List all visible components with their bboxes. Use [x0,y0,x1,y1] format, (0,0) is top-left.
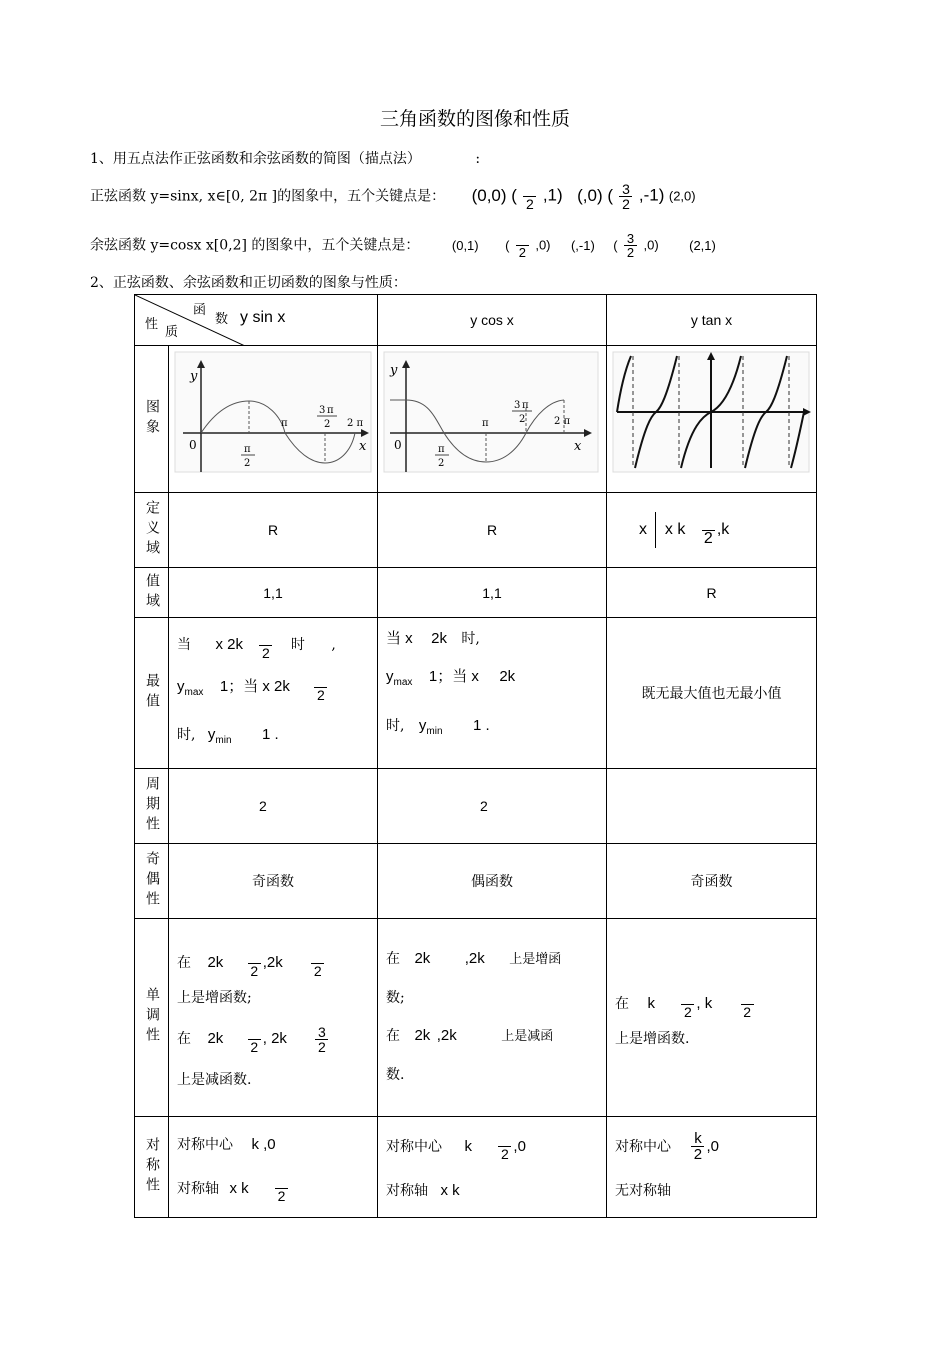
domain-tan-divider [655,512,656,548]
sin-graph-2pi: 2 π [347,418,364,429]
domain-sin: R [169,493,378,568]
sin-graph-pi: π [281,418,288,429]
domain-tan [607,493,817,568]
sin-graph-3pi-pi: π [327,405,334,416]
monotonic-sin-line1 [177,941,369,985]
sine-point-3: (,0) ( [577,185,614,205]
monotonic-tan-text-2: k [647,995,655,1013]
sin-graph-halfpi-den: 2 [244,458,251,469]
extrema-sin-line1 [177,624,369,666]
parity-row [135,843,817,918]
monotonic-row [135,918,817,1116]
monotonic-cos-text-6: 2k [414,1027,431,1045]
symmetry-sin-axis [177,1167,369,1211]
cos-point-1: (0,1) [451,237,479,253]
range-tan: R [607,568,817,618]
symmetry-cos-fraction: 2 [498,1132,511,1161]
extrema-cos-text-7: 1 . [472,716,490,734]
sin-graph-y-label: y [190,369,198,384]
cos-graph [378,346,607,488]
domain-tan-fraction: 2 [702,514,715,547]
symmetry-sin [169,1116,378,1217]
section1-heading-tail: : [475,151,481,167]
sin-graph-x-label: x [359,439,367,454]
monotonic-sin-text-6: , 2k [262,1030,287,1048]
monotonic-sin-text-4: 在 [177,1031,191,1048]
monotonic-tan-fraction-2: 2 [741,990,754,1019]
domain-tan-b: x k [664,521,686,539]
sin-graph-3pi-den: 2 [324,419,331,430]
symmetry-cos-center-zero: ,0 [513,1137,526,1155]
symmetry-sin-center-value: k ,0 [251,1135,276,1153]
period-label: 周期性 [135,768,169,843]
graph-row [135,346,817,493]
monotonic-sin-text-2: 2k [207,954,224,972]
monotonic-cos-text-5: 在 [386,1028,400,1045]
parity-tan: 奇函数 [607,843,817,918]
range-sin: 1,1 [169,568,378,618]
corner-label-top: 函 [193,303,207,318]
symmetry-row [135,1116,817,1217]
sin-graph-3pi-num: 3 [319,405,326,416]
cos-point-4b: ,0) [643,237,659,253]
symmetry-tan-center-zero: ,0 [706,1137,719,1155]
parity-label: 奇偶性 [135,843,169,918]
extrema-cos-text-2: 2k [431,630,447,647]
header-tan: y tan x [607,295,817,346]
monotonic-tan-line2: 上是增函数. [615,1031,690,1048]
domain-tan-a: x [639,521,647,539]
parity-cos: 偶函数 [378,843,607,918]
cos-graph-3pi-den: 2 [519,414,526,425]
period-sin: 2 [169,768,378,843]
tan-graph [607,346,817,488]
page-title: 三角函数的图像和性质 [379,108,570,130]
extrema-sin-text-3: 时 [290,637,305,653]
extrema-sin-fraction-2: 2 [314,673,327,702]
symmetry-cos-center-k: k [464,1137,472,1155]
sine-point-4: ,-1) [638,185,665,205]
symmetry-sin-axis-value: x k [229,1179,249,1197]
monotonic-sin-text-1: 在 [177,955,191,972]
monotonic-cos [378,918,607,1116]
extrema-cos-max-sub: max [393,676,413,688]
monotonic-cos-text-4: 上是增函 [509,952,562,968]
extrema-cos [378,618,607,769]
extrema-sin-min-sub: min [215,734,232,746]
extrema-sin-ymin: y [207,725,216,743]
monotonic-label: 单调性 [135,918,169,1116]
extrema-sin-line3 [177,714,369,762]
header-cos: y cos x [378,295,607,346]
monotonic-sin-fraction-2: 2 [311,949,324,978]
sin-graph [169,346,378,488]
monotonic-tan-text-3: , k [696,995,713,1013]
extrema-cos-min-sub: min [426,725,443,737]
symmetry-tan-axis-label: 无对称轴 [615,1182,671,1199]
symmetry-sin-fraction: 2 [275,1174,288,1203]
monotonic-sin-text-3: ,2k [262,954,283,972]
cos-graph-origin: 0 [394,438,402,452]
symmetry-cos-axis [386,1171,598,1211]
cos-graph-halfpi-den: 2 [438,458,445,469]
cos-points-line [90,232,716,259]
cos-point-5: (2,1) [689,237,716,253]
period-cos: 2 [378,768,607,843]
domain-cos: R [378,493,607,568]
section2-heading: 2、正弦函数、余弦函数和正切函数的图象与性质： [90,275,407,291]
extrema-cos-line1 [386,624,598,654]
symmetry-tan-center-label: 对称中心 [615,1138,671,1155]
monotonic-cos-line3 [386,1017,598,1056]
domain-tan-c: ,k [716,521,730,539]
section1-heading [90,148,480,168]
extrema-sin-text-6: 时, [177,726,196,743]
extrema-sin-ymax: y [177,678,185,695]
monotonic-tan-line1 [615,982,808,1026]
monotonic-cos-text-7: ,2k [436,1027,457,1045]
symmetry-sin-center [177,1123,369,1167]
corner-label-bottom: 质 [165,325,179,340]
sine-point-2: ,1) [542,185,563,205]
corner-label-mid: 数 [215,312,229,327]
extrema-cos-text-4: 1；当 x [428,668,479,685]
monotonic-sin-text-5: 2k [207,1030,224,1048]
sin-graph-halfpi-num: π [244,444,251,455]
sin-graph-cell [169,346,378,493]
header-row [135,295,817,346]
corner-label-left: 性 [145,317,159,332]
extrema-cos-line3 [386,706,598,752]
sine-point-fraction-2: $\frac{3}{2}$ [619,182,632,211]
monotonic-tan [607,918,817,1116]
extrema-sin-max-sub: max [184,686,204,698]
symmetry-tan-fraction: $\frac{k}{2}$ [691,1131,704,1162]
monotonic-cos-text-8: 上是减函 [501,1029,554,1045]
extrema-tan: 既无最大值也无最小值 [607,618,817,769]
domain-label: 定义域 [135,493,169,568]
symmetry-cos-axis-value: x k [440,1181,460,1199]
sine-point-1: (0,0) ( [471,185,517,205]
cos-graph-cell [378,346,607,493]
cos-graph-2pi: 2 π [554,416,571,427]
monotonic-cos-text-3: ,2k [464,950,485,968]
monotonic-tan-text-1: 在 [615,996,629,1013]
cos-graph-x-label: x [574,439,582,454]
cos-graph-3pi-pi: π [522,400,529,411]
symmetry-tan [607,1116,817,1217]
extrema-cos-text-5: 2k [499,668,516,685]
extrema-sin-text-4: , [331,637,336,653]
monotonic-sin-fraction-1: 2 [248,949,261,978]
period-tan [607,768,817,843]
extrema-sin-text-5: 1；当 x 2k [219,678,290,695]
symmetry-cos [378,1116,607,1217]
monotonic-sin-fraction-3: 2 [248,1025,261,1054]
extrema-sin-text-2: x 2k [215,636,243,653]
monotonic-cos-line2: 数; [386,990,405,1007]
sine-point-5: (2,0) [668,188,696,204]
extrema-sin-text-7: 1 . [261,725,279,743]
cos-points-text: 余弦函数 y=cosx x[0,2] 的图象中，五个关键点是： [90,237,420,254]
properties-table [134,294,817,1218]
sin-graph-origin: 0 [189,438,197,452]
monotonic-sin-line3 [177,1011,369,1067]
cos-graph-y-label: y [390,363,398,378]
cos-graph-halfpi-num: π [438,444,445,455]
extrema-cos-text-6: 时, [386,717,405,734]
monotonic-sin-fraction-4: $\frac{3}{2}$ [315,1025,328,1054]
extrema-sin-text-1: 当 [177,637,191,653]
cos-point-3: (,-1) [570,237,595,253]
monotonic-sin-line2: 上是增函数; [177,990,252,1007]
extrema-sin-line2 [177,666,369,714]
range-row [135,568,817,618]
cos-graph-3pi-num: 3 [514,400,521,411]
sine-points-line [90,182,696,211]
cos-point-2: ( [505,237,510,253]
monotonic-sin [169,918,378,1116]
domain-row [135,493,817,568]
cos-point-fraction-1: 2 [516,232,529,259]
symmetry-sin-axis-label: 对称轴 [177,1180,219,1197]
extrema-cos-text-1: 当 x [386,630,413,647]
extrema-cos-ymax: y [386,668,394,685]
monotonic-cos-line1 [386,940,598,979]
header-sin: y sin x [240,309,286,326]
monotonic-cos-text-2: 2k [414,950,431,968]
parity-sin: 奇函数 [169,843,378,918]
extrema-label: 最值 [135,618,169,769]
extrema-cos-ymin: y [418,716,427,734]
range-label: 值域 [135,568,169,618]
symmetry-cos-axis-label: 对称轴 [386,1182,428,1199]
extrema-sin [169,618,378,769]
corner-header-cell [135,295,378,346]
symmetry-cos-center-label: 对称中心 [386,1138,442,1155]
symmetry-cos-center [386,1123,598,1171]
period-row [135,768,817,843]
tan-graph-cell [607,346,817,493]
monotonic-sin-line4: 上是减函数. [177,1072,252,1089]
symmetry-sin-center-label: 对称中心 [177,1136,233,1153]
extrema-sin-fraction-1: 2 [259,631,272,660]
monotonic-cos-line4: 数. [386,1067,405,1084]
symmetry-tan-center [615,1123,808,1171]
sine-points-text: 正弦函数 y=sinx, x∈[0, 2π ]的图象中，五个关键点是： [90,188,446,205]
range-cos: 1,1 [378,568,607,618]
sine-point-fraction-1: 2 [523,182,536,211]
graph-label: 图象 [135,346,169,493]
monotonic-tan-fraction-1: 2 [681,990,694,1019]
cos-point-2b: ,0) [535,237,551,253]
extrema-cos-text-3: 时, [461,631,480,647]
extrema-row [135,618,817,769]
monotonic-cos-text-1: 在 [386,951,400,968]
symmetry-label: 对称性 [135,1116,169,1217]
cos-point-4: ( [613,237,618,253]
extrema-cos-line2 [386,654,598,706]
cos-graph-pi: π [482,418,489,429]
cos-point-fraction-2: $\frac{3}{2}$ [624,232,637,259]
section1-heading-text: 1、用五点法作正弦函数和余弦函数的简图（描点法） [90,151,421,167]
